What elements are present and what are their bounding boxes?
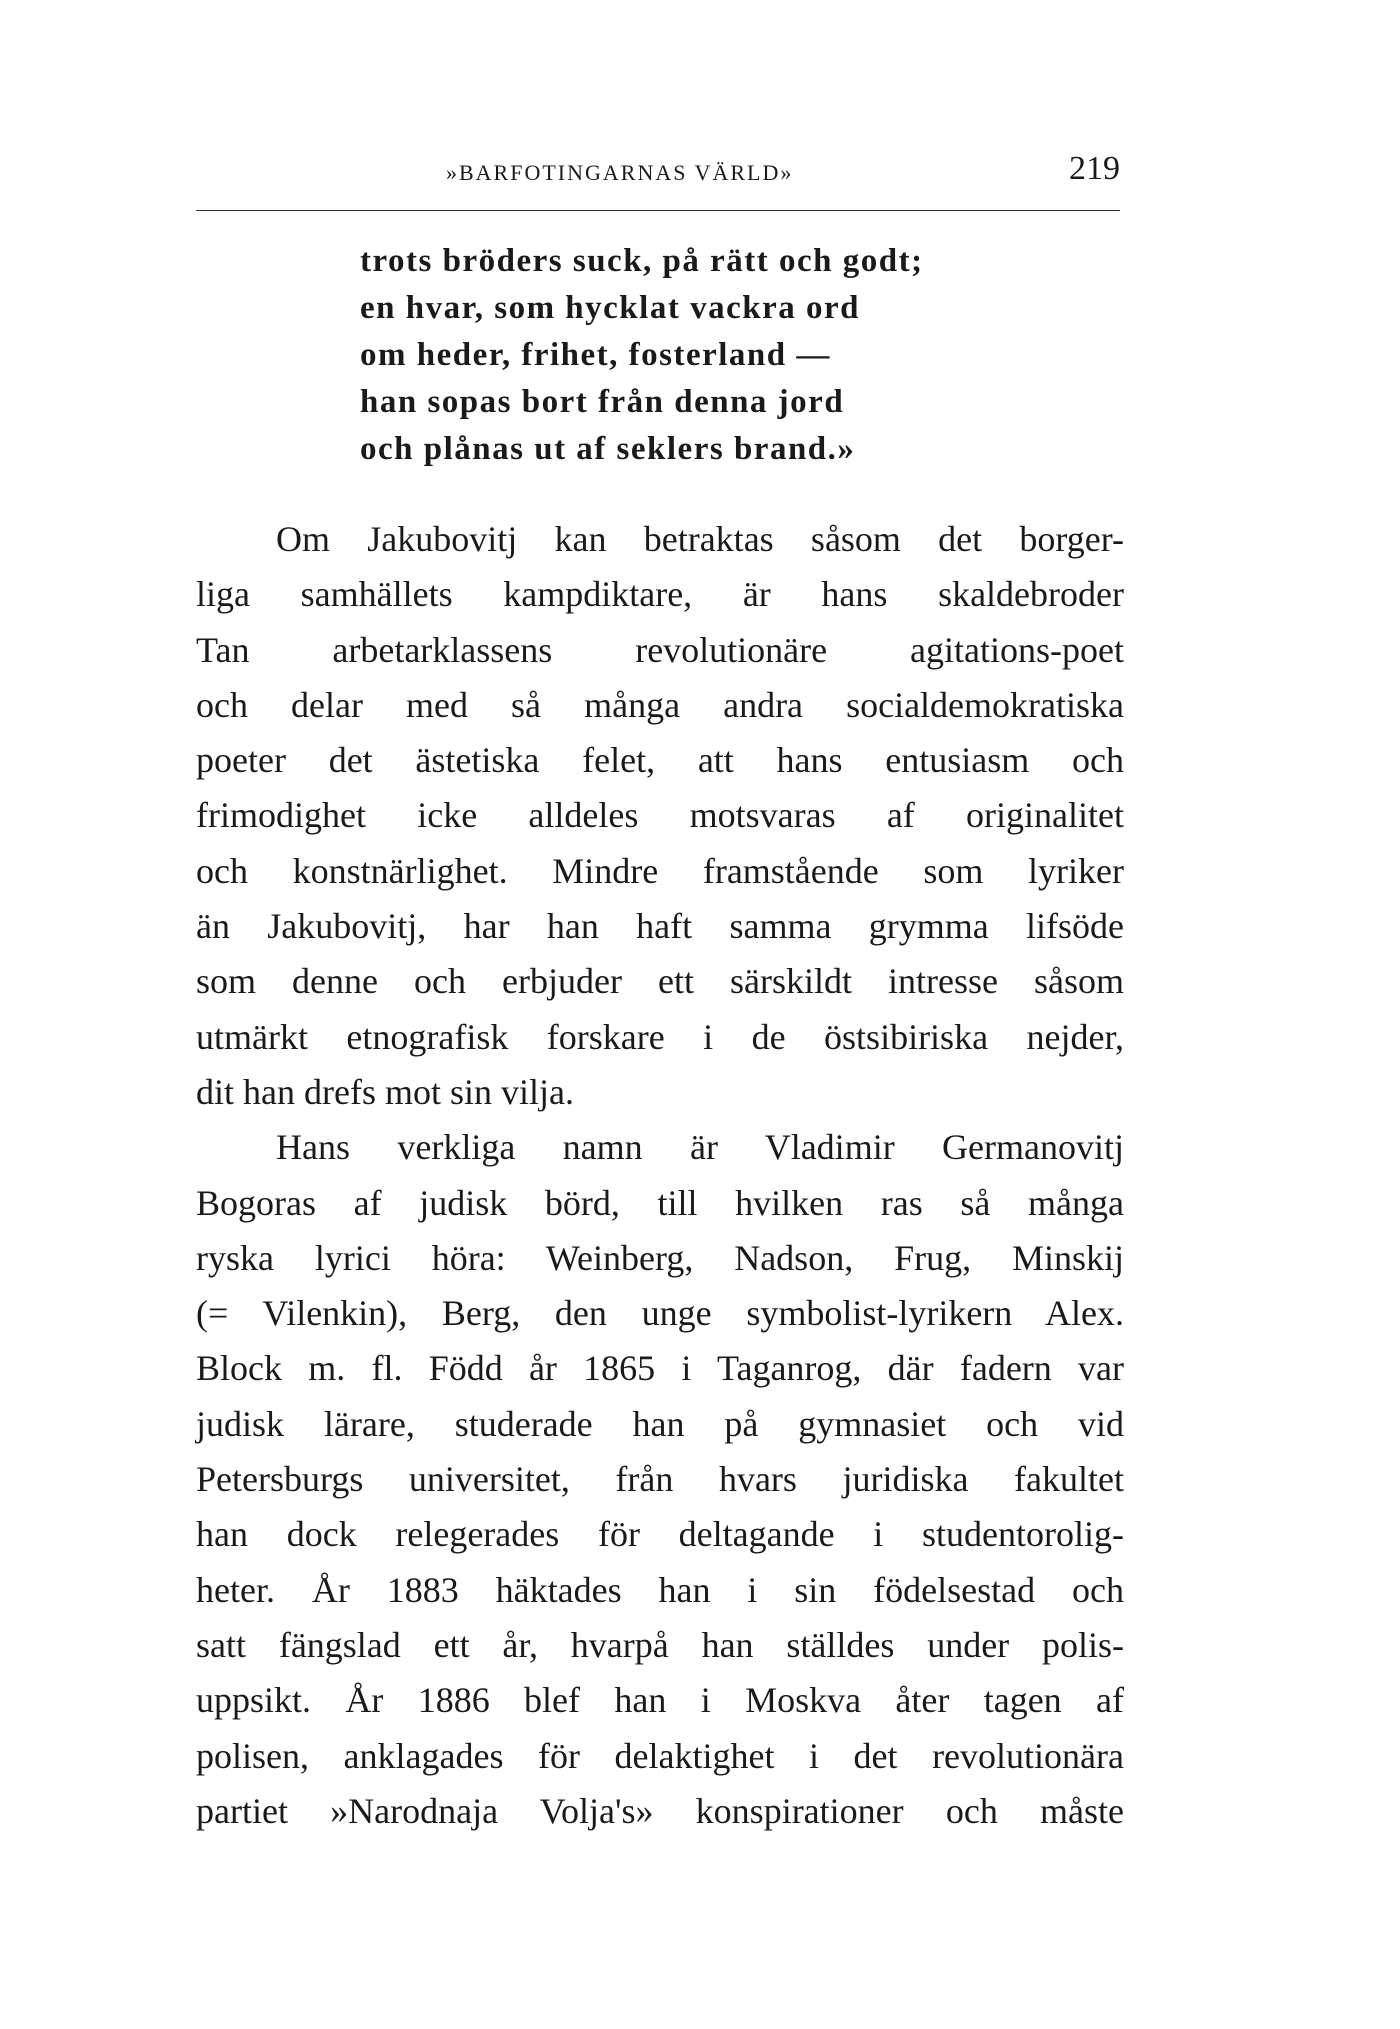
header-rule: [196, 210, 1120, 211]
text-line: och delar med så många andra socialdemokratiska: [196, 684, 1124, 725]
text-line: Hans verkliga namn är Vladimir Germanovitj: [276, 1127, 1124, 1168]
text-line: Tan arbetarklassens revolutionäre agitations-poet: [196, 629, 1124, 670]
text-line: ryska lyrici höra: Weinberg, Nadson, Frug, Minskij: [196, 1237, 1124, 1278]
text-line: partiet »Narodnaja Volja's» konspirationer och måste: [196, 1790, 1124, 1831]
verse-line: om heder, frihet, fosterland —: [360, 337, 831, 373]
verse-stanza: [360, 238, 1060, 473]
text-line: polisen, anklagades för delaktighet i det revolutionära: [196, 1735, 1124, 1776]
text-line: poeter det ästetiska felet, att hans entusiasm och: [196, 740, 1124, 781]
verse-line: och plånas ut af seklers brand.»: [360, 431, 856, 467]
text-line: som denne och erbjuder ett särskildt intresse såsom: [196, 961, 1124, 1002]
verse-line: en hvar, som hycklat vackra ord: [360, 290, 860, 326]
text-line: heter. År 1883 häktades han i sin födelsestad och: [196, 1569, 1124, 1610]
text-line: dit han drefs mot sin vilja.: [196, 1071, 574, 1112]
text-line: han dock relegerades för deltagande i studentorolig-: [196, 1514, 1124, 1555]
text-line: satt fängslad ett år, hvarpå han ställdes under polis-: [196, 1624, 1124, 1665]
running-head: [196, 150, 1120, 198]
running-title: »BARFOTINGARNAS VÄRLD»: [446, 160, 794, 185]
text-line: liga samhällets kampdiktare, är hans skaldebroder: [196, 574, 1124, 615]
text-line: och konstnärlighet. Mindre framstående som lyriker: [196, 850, 1124, 891]
text-line: Petersburgs universitet, från hvars juridiska fakultet: [196, 1459, 1124, 1500]
page-number: 219: [1069, 150, 1120, 187]
paragraph: [196, 1120, 1124, 1839]
text-line: judisk lärare, studerade han på gymnasiet och vid: [196, 1403, 1124, 1444]
text-line: än Jakubovitj, har han haft samma grymma lifsöde: [196, 906, 1124, 947]
body-text: [196, 512, 1124, 1839]
text-line: utmärkt etnografisk forskare i de östsibiriska nejder,: [196, 1016, 1124, 1057]
text-line: (= Vilenkin), Berg, den unge symbolist-lyrikern Alex.: [196, 1293, 1124, 1334]
verse-line: han sopas bort från denna jord: [360, 384, 845, 420]
verse-line: trots bröders suck, på rätt och godt;: [360, 243, 924, 279]
text-line: frimodighet icke alldeles motsvaras af originalitet: [196, 795, 1124, 836]
text-line: uppsikt. År 1886 blef han i Moskva åter tagen af: [196, 1680, 1124, 1721]
text-line: Block m. fl. Född år 1865 i Taganrog, där fadern var: [196, 1348, 1124, 1389]
paragraph: [196, 512, 1124, 1120]
text-line: Om Jakubovitj kan betraktas såsom det borger-: [276, 519, 1124, 559]
text-line: Bogoras af judisk börd, till hvilken ras så många: [196, 1182, 1124, 1223]
